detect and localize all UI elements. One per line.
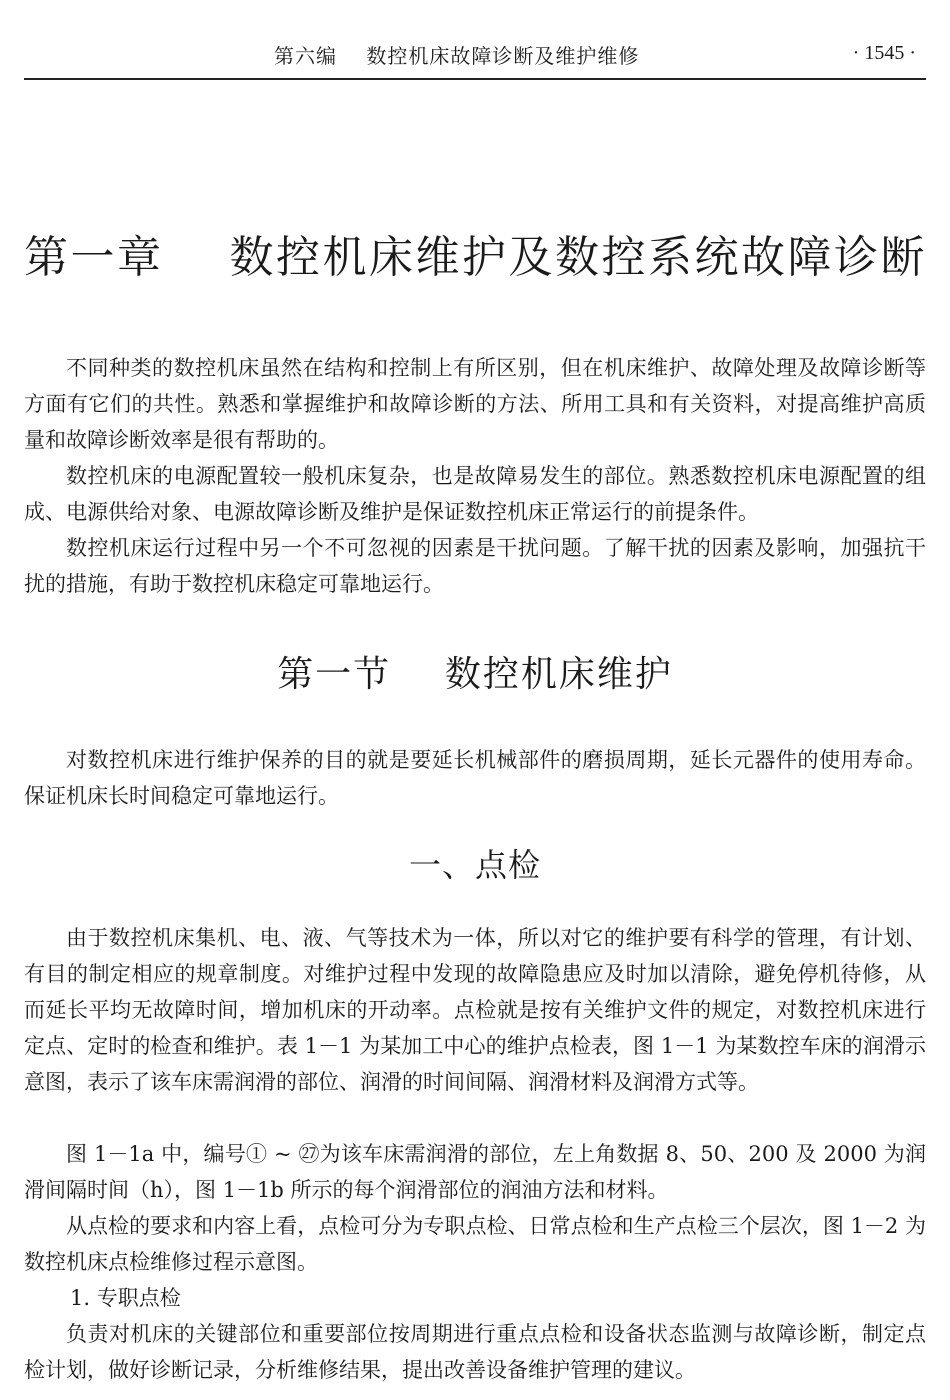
paragraph: 对数控机床进行维护保养的目的就是要延长机械部件的磨损周期，延长元器件的使用寿命。保证机床长时间稳定可靠地运行。: [24, 748, 926, 808]
running-header: [24, 38, 926, 80]
chapter-title: 第一章 数控机床维护及数控系统故障诊断: [24, 232, 927, 283]
paragraph: 图 1－1a 中，编号① ~ ㉗为该车床需润滑的部位，左上角数据 8、50、200 及 2000 为润滑间隔时间（h），图 1－1b 所示的每个润滑部位的润油方法和材料。: [24, 1142, 926, 1202]
paragraph: 负责对机床的关键部位和重要部位按周期进行重点点检和设备状态监测与故障诊断，制定点检计划，做好诊断记录，分析维修结果，提出改善设备维护管理的建议。: [24, 1322, 926, 1382]
paragraph: 数控机床的电源配置较一般机床复杂，也是故障易发生的部位。熟悉数控机床电源配置的组成、电源供给对象、电源故障诊断及维护是保证数控机床正常运行的前提条件。: [24, 464, 926, 524]
subsection-title: 一、点检: [408, 846, 541, 884]
running-title: 第六编 数控机床故障诊断及维护维修: [274, 44, 640, 68]
paragraph: 数控机床运行过程中另一个不可忽视的因素是干扰问题。了解干扰的因素及影响，加强抗干扰的措施，有助于数控机床稳定可靠地运行。: [24, 536, 926, 596]
paragraph: 由于数控机床集机、电、液、气等技术为一体，所以对它的维护要有科学的管理，有计划、有目的制定相应的规章制度。对维护过程中发现的故障隐患应及时加以清除，避免停机待修，从而延长平均无故障时间，增加机床的开动率。点检就是按有关维护文件的规定，对数控机床进行定点、定时的检查和维护。表 1－1 为某加工中心的维护点检表，图 1－1 为某数控车床的润滑示意图，表示了该车床需润滑的部位、润滑的时间间隔、润滑材料及润滑方式等。: [24, 926, 926, 1094]
paragraph: 不同种类的数控机床虽然在结构和控制上有所区别，但在机床维护、故障处理及故障诊断等方面有它们的共性。熟悉和掌握维护和故障诊断的方法、所用工具和有关资料，对提高维护高质量和故障诊断效率是很有帮助的。: [24, 356, 926, 452]
item-heading: 1. 专职点检: [70, 1286, 181, 1310]
section-title: 第一节 数控机床维护: [277, 654, 673, 695]
page-number: · 1545 ·: [852, 42, 916, 64]
document-page: [24, 0, 926, 1400]
paragraph: 从点检的要求和内容上看，点检可分为专职点检、日常点检和生产点检三个层次，图 1－2 为数控机床点检维修过程示意图。: [24, 1214, 926, 1274]
